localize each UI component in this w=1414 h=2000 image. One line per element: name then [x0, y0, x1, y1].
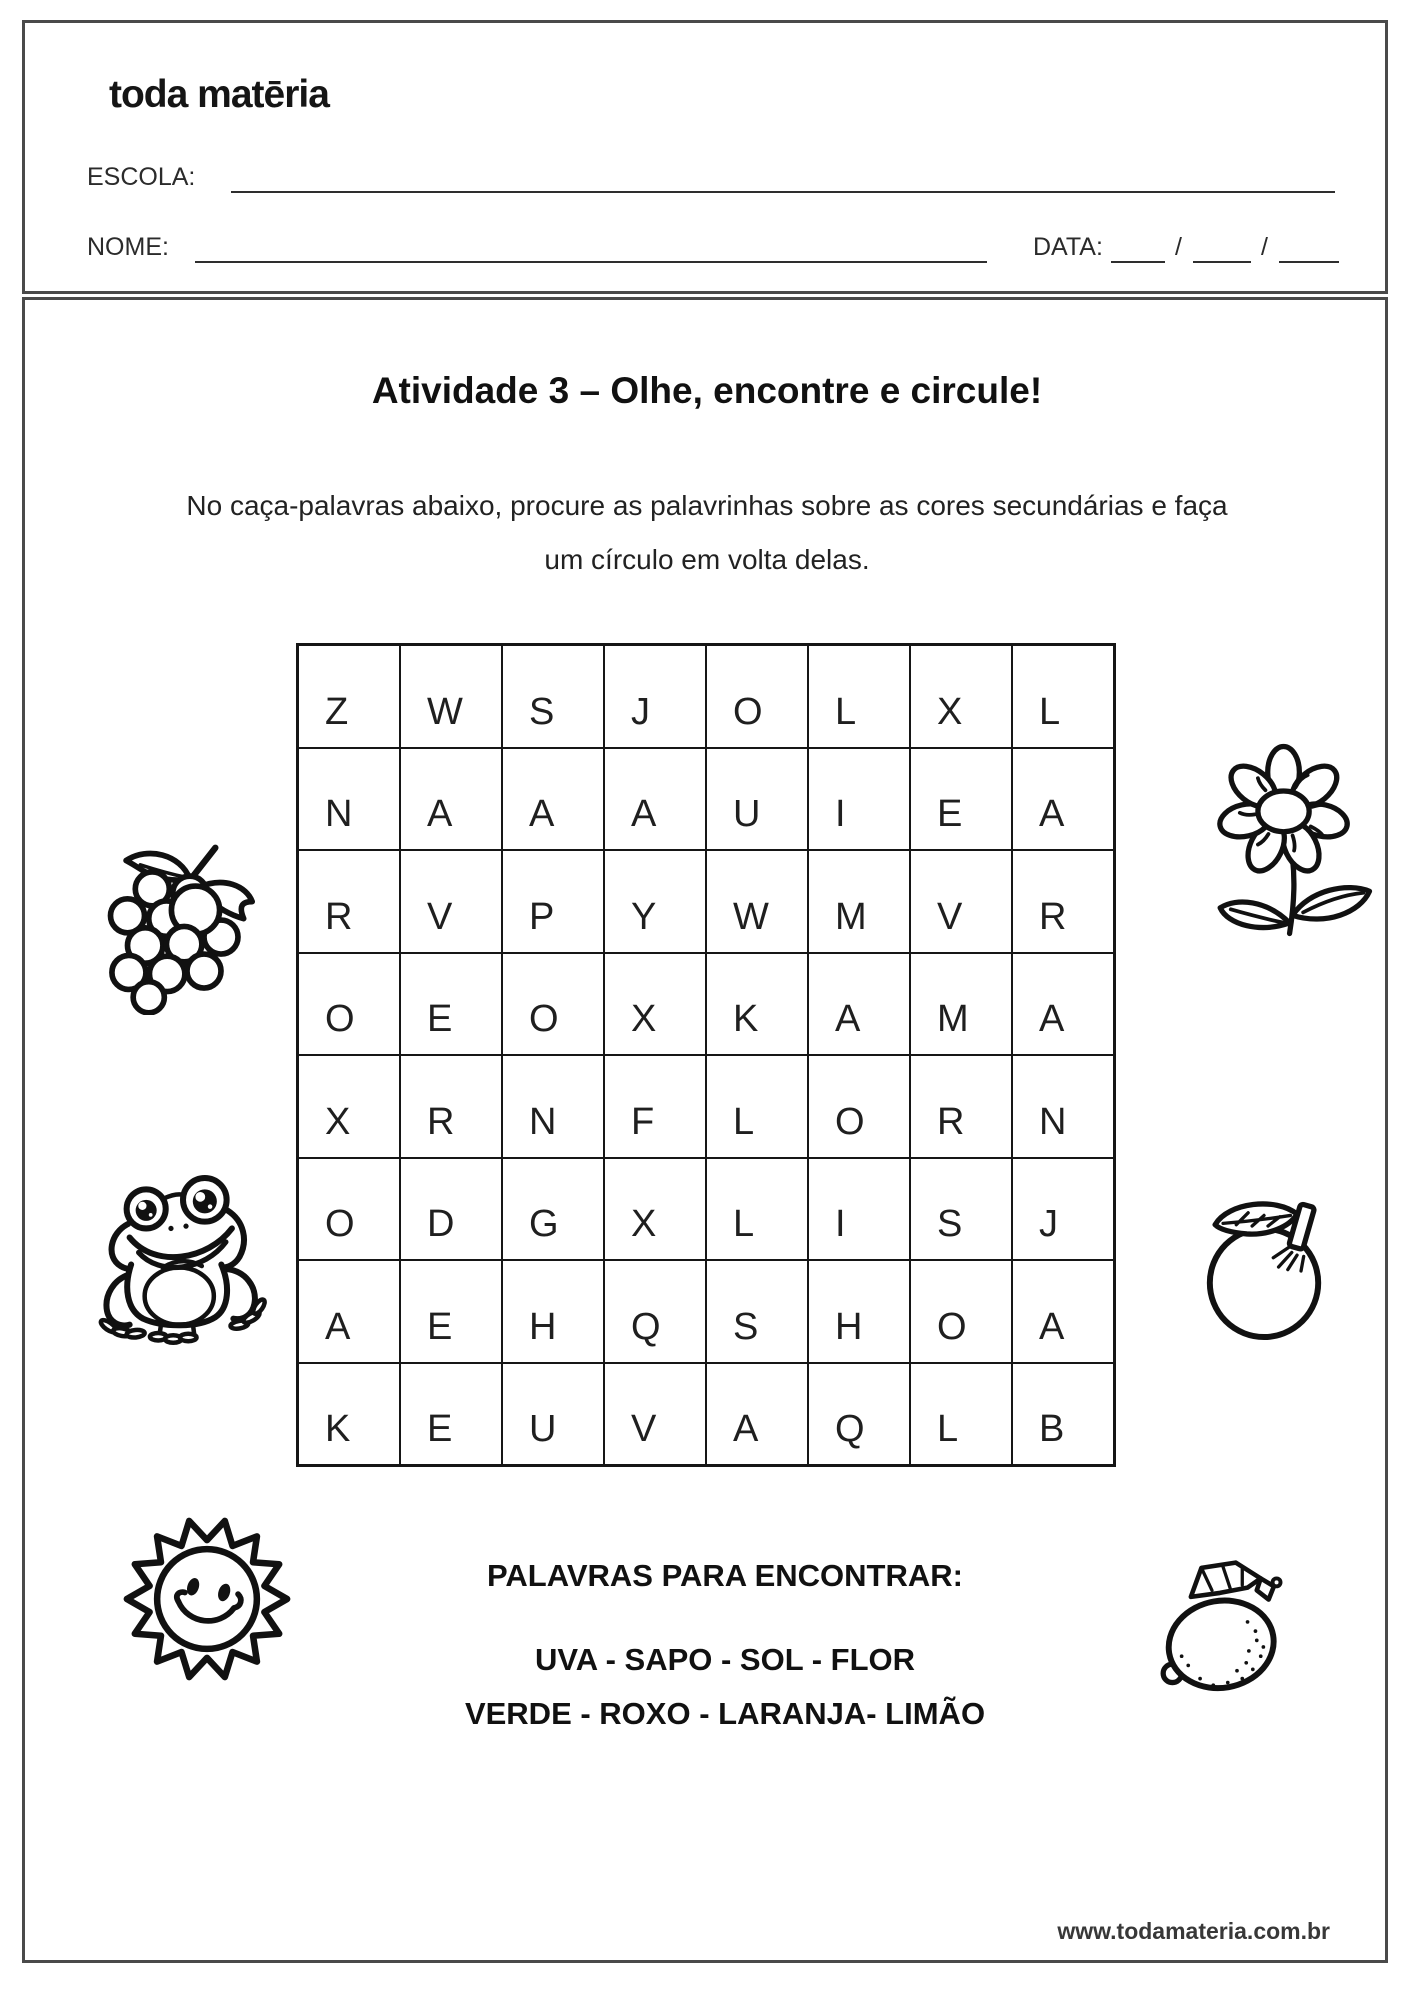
illustration-frog	[86, 1156, 274, 1352]
brand-logo: toda matēria	[109, 73, 329, 116]
grid-cell[interactable]: Z	[298, 645, 400, 748]
data-year-line[interactable]	[1279, 261, 1339, 263]
grid-cell[interactable]: E	[400, 1260, 502, 1363]
grid-cell[interactable]: I	[808, 748, 910, 851]
grid-cell[interactable]: F	[604, 1055, 706, 1158]
grid-cell[interactable]: I	[808, 1158, 910, 1261]
grid-cell[interactable]: L	[1012, 645, 1114, 748]
grid-cell[interactable]: J	[1012, 1158, 1114, 1261]
grid-cell[interactable]: J	[604, 645, 706, 748]
grid-cell[interactable]: O	[298, 953, 400, 1056]
date-slash: /	[1261, 233, 1268, 261]
nome-label: NOME:	[87, 233, 169, 261]
grid-cell[interactable]: O	[808, 1055, 910, 1158]
grid-cell[interactable]: H	[808, 1260, 910, 1363]
grid-cell[interactable]: A	[808, 953, 910, 1056]
words-line-1: UVA - SAPO - SOL - FLOR	[534, 1642, 916, 1677]
grid-cell[interactable]: K	[706, 953, 808, 1056]
grid-cell[interactable]: S	[502, 645, 604, 748]
grid-cell[interactable]: X	[910, 645, 1012, 748]
grid-cell[interactable]: O	[910, 1260, 1012, 1363]
grid-cell[interactable]: A	[1012, 748, 1114, 851]
grid-cell[interactable]: U	[706, 748, 808, 851]
grid-cell[interactable]: X	[298, 1055, 400, 1158]
grid-cell[interactable]: V	[910, 850, 1012, 953]
grid-cell[interactable]: L	[706, 1158, 808, 1261]
grid-cell[interactable]: U	[502, 1363, 604, 1466]
grid-cell[interactable]: H	[502, 1260, 604, 1363]
grid-cell[interactable]: A	[706, 1363, 808, 1466]
grid-cell[interactable]: G	[502, 1158, 604, 1261]
grid-cell[interactable]: E	[400, 1363, 502, 1466]
data-label: DATA:	[1033, 233, 1103, 261]
grid-cell[interactable]: A	[1012, 1260, 1114, 1363]
illustration-flower	[1178, 742, 1374, 938]
grid-cell[interactable]: R	[400, 1055, 502, 1158]
header-box	[22, 20, 1388, 294]
grid-cell[interactable]: L	[910, 1363, 1012, 1466]
grid-cell[interactable]: L	[808, 645, 910, 748]
grid-cell[interactable]: A	[298, 1260, 400, 1363]
website-url: www.todamateria.com.br	[1057, 1918, 1330, 1944]
grid-cell[interactable]: V	[604, 1363, 706, 1466]
grid-cell[interactable]: M	[808, 850, 910, 953]
grid-cell[interactable]: L	[706, 1055, 808, 1158]
grid-cell[interactable]: E	[910, 748, 1012, 851]
data-month-line[interactable]	[1193, 261, 1251, 263]
escola-label: ESCOLA:	[87, 163, 196, 191]
grid-cell[interactable]: R	[1012, 850, 1114, 953]
grid-cell[interactable]: A	[1012, 953, 1114, 1056]
instructions-line-1: No caça-palavras abaixo, procure as palavrinhas sobre as cores secundárias e faça	[186, 490, 1228, 521]
grid-cell[interactable]: N	[298, 748, 400, 851]
words-line-2: VERDE - ROXO - LARANJA- LIMÃO	[464, 1696, 986, 1731]
grid-cell[interactable]: N	[1012, 1055, 1114, 1158]
grid-cell[interactable]: X	[604, 953, 706, 1056]
illustration-grapes	[85, 835, 255, 1015]
grid-cell[interactable]: K	[298, 1363, 400, 1466]
grid-cell[interactable]: M	[910, 953, 1012, 1056]
grid-cell[interactable]: O	[706, 645, 808, 748]
grid-cell[interactable]: A	[604, 748, 706, 851]
activity-title: Atividade 3 – Olhe, encontre e circule!	[371, 370, 1043, 411]
word-search-grid	[296, 643, 1116, 1467]
grid-cell[interactable]: S	[706, 1260, 808, 1363]
grid-cell[interactable]: R	[298, 850, 400, 953]
illustration-orange	[1190, 1182, 1342, 1348]
grid-cell[interactable]: B	[1012, 1363, 1114, 1466]
grid-cell[interactable]: Q	[808, 1363, 910, 1466]
nome-line[interactable]	[195, 261, 987, 263]
grid-cell[interactable]: W	[706, 850, 808, 953]
date-slash: /	[1175, 233, 1182, 261]
grid-cell[interactable]: Q	[604, 1260, 706, 1363]
grid-cell[interactable]: X	[604, 1158, 706, 1261]
words-heading: PALAVRAS PARA ENCONTRAR:	[487, 1558, 963, 1593]
grid-cell[interactable]: A	[400, 748, 502, 851]
grid-cell[interactable]: R	[910, 1055, 1012, 1158]
grid-cell[interactable]: W	[400, 645, 502, 748]
grid-cell[interactable]: S	[910, 1158, 1012, 1261]
grid-cell[interactable]: A	[502, 748, 604, 851]
grid-cell[interactable]: V	[400, 850, 502, 953]
grid-cell[interactable]: P	[502, 850, 604, 953]
instructions-line-2: um círculo em volta delas.	[544, 544, 870, 575]
grid-cell[interactable]: O	[298, 1158, 400, 1261]
grid-cell[interactable]: N	[502, 1055, 604, 1158]
escola-line[interactable]	[231, 191, 1335, 193]
grid-cell[interactable]: O	[502, 953, 604, 1056]
grid-cell[interactable]: E	[400, 953, 502, 1056]
grid-cell[interactable]: Y	[604, 850, 706, 953]
data-day-line[interactable]	[1111, 261, 1165, 263]
grid-cell[interactable]: D	[400, 1158, 502, 1261]
